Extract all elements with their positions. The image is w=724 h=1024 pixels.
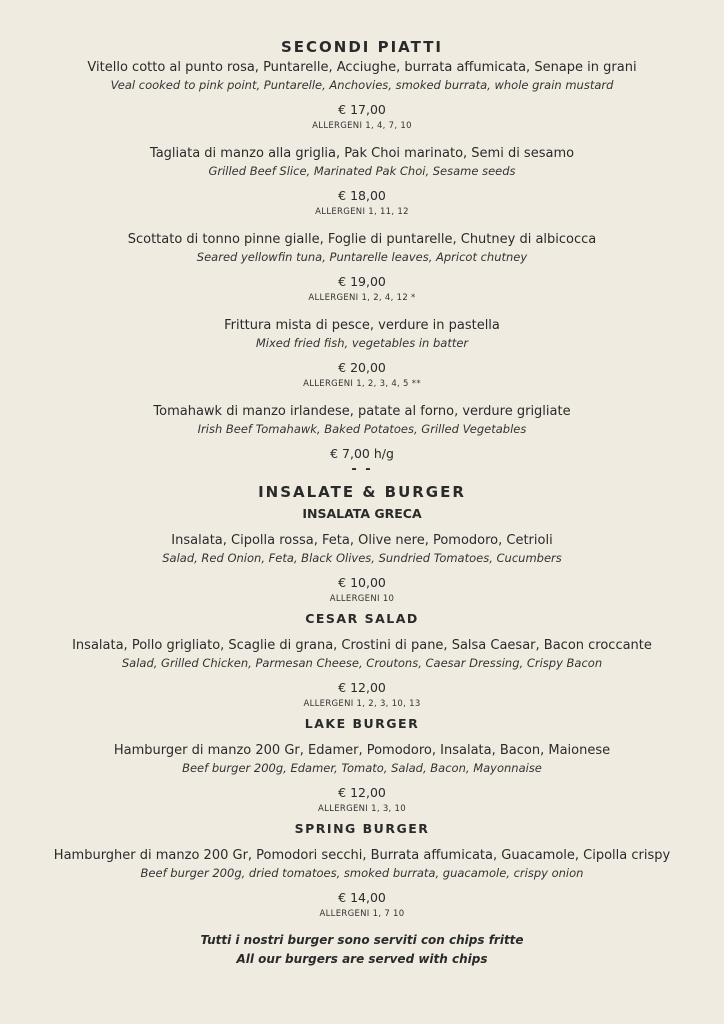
dish-allergens: ALLERGENI 1, 2, 3, 4, 5 ** — [303, 379, 421, 389]
dish-name-en: Seared yellowfin tuna, Puntarelle leaves, Apricot chutney — [196, 250, 528, 264]
dish-price: € 12,00 — [338, 680, 386, 695]
dish-name-en: Salad, Grilled Chicken, Parmesan Cheese, Croutons, Caesar Dressing, Crispy Bacon — [121, 656, 603, 670]
dish-name-en: Grilled Beef Slice, Marinated Pak Choi, Sesame seeds — [208, 164, 516, 178]
dish-spring-burger — [0, 818, 724, 921]
dish-name-en: Veal cooked to pink point, Puntarelle, Anchovies, smoked burrata, whole grain mustard — [110, 78, 614, 92]
dish-name-it: Tomahawk di manzo irlandese, patate al forno, verdure grigliate — [153, 404, 571, 419]
dish-price: € 20,00 — [338, 360, 386, 375]
dish-name-en: Beef burger 200g, dried tomatoes, smoked burrata, guacamole, crispy onion — [140, 866, 584, 880]
dish-price: € 14,00 — [338, 890, 386, 905]
dish-price: € 19,00 — [338, 274, 386, 289]
dish-price: € 12,00 — [338, 785, 386, 800]
dish-name-it: Insalata, Pollo grigliato, Scaglie di grana, Crostini di pane, Salsa Caesar, Bacon croccante — [72, 638, 652, 653]
dish-allergens: ALLERGENI 1, 4, 7, 10 — [312, 121, 412, 131]
dish-title: CESAR SALAD — [305, 611, 419, 626]
dish-allergens: ALLERGENI 1, 3, 10 — [318, 804, 406, 814]
dish-tonno — [0, 230, 724, 305]
dish-lake-burger — [0, 713, 724, 816]
dish-name-en: Salad, Red Onion, Feta, Black Olives, Sundried Tomatoes, Cucumbers — [162, 551, 562, 565]
section-separator: - - — [351, 462, 373, 477]
dish-price: € 18,00 — [338, 188, 386, 203]
dish-title: LAKE BURGER — [304, 716, 420, 731]
dish-allergens: ALLERGENI 1, 11, 12 — [315, 207, 409, 217]
dish-frittura — [0, 316, 724, 391]
dish-name-it: Tagliata di manzo alla griglia, Pak Choi marinato, Semi di sesamo — [149, 146, 575, 161]
dish-vitello — [0, 58, 724, 133]
dish-tagliata — [0, 144, 724, 219]
dish-name-en: Mixed fried fish, vegetables in batter — [255, 336, 469, 350]
burger-note-en: All our burgers are served with chips — [236, 952, 488, 966]
dish-allergens: ALLERGENI 1, 7 10 — [319, 909, 405, 919]
dish-title: SPRING BURGER — [294, 821, 430, 836]
dish-allergens: ALLERGENI 10 — [329, 594, 395, 604]
dish-name-en: Beef burger 200g, Edamer, Tomato, Salad, Bacon, Mayonnaise — [182, 761, 542, 775]
dish-name-it: Frittura mista di pesce, verdure in pastella — [224, 318, 500, 333]
dish-name-it: Vitello cotto al punto rosa, Puntarelle, Acciughe, burrata affumicata, Senape in grani — [87, 60, 637, 75]
section-title-secondi: SECONDI PIATTI — [280, 38, 444, 56]
dish-name-it: Insalata, Cipolla rossa, Feta, Olive nere, Pomodoro, Cetrioli — [171, 533, 553, 548]
menu-page — [0, 36, 724, 969]
dish-price: € 7,00 h/g — [330, 446, 394, 461]
dish-price: € 10,00 — [338, 575, 386, 590]
dish-price: € 17,00 — [338, 102, 386, 117]
section-title-insalate: INSALATE & BURGER — [258, 483, 466, 501]
dish-allergens: ALLERGENI 1, 2, 3, 10, 13 — [303, 699, 421, 709]
dish-name-it: Hamburgher di manzo 200 Gr, Pomodori secchi, Burrata affumicata, Guacamole, Cipolla crispy — [53, 848, 671, 863]
dish-allergens: ALLERGENI 1, 2, 4, 12 * — [308, 293, 416, 303]
dish-title: INSALATA GRECA — [302, 506, 422, 521]
burger-note-it: Tutti i nostri burger sono serviti con chips fritte — [200, 933, 524, 947]
dish-insalata-greca — [0, 503, 724, 606]
dish-tomahawk — [0, 402, 724, 463]
dish-name-en: Irish Beef Tomahawk, Baked Potatoes, Grilled Vegetables — [197, 422, 527, 436]
dish-name-it: Scottato di tonno pinne gialle, Foglie di puntarelle, Chutney di albicocca — [127, 232, 597, 247]
dish-name-it: Hamburger di manzo 200 Gr, Edamer, Pomodoro, Insalata, Bacon, Maionese — [113, 743, 611, 758]
dish-cesar-salad — [0, 608, 724, 711]
